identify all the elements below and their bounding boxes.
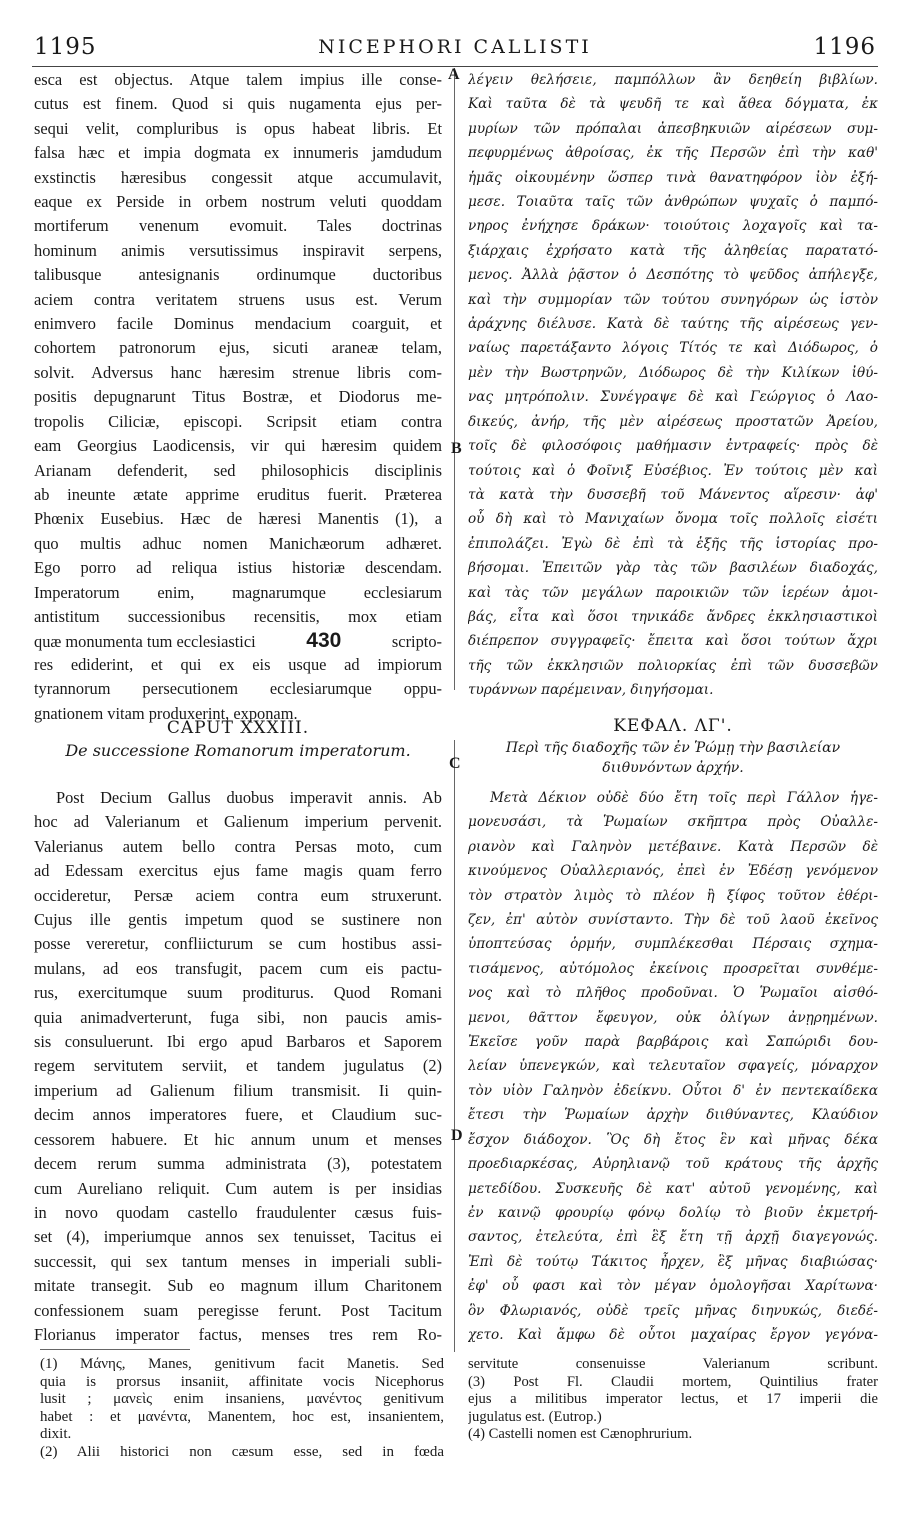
column-number: 430: [306, 629, 342, 652]
text-line: cum Aureliano reliquit. Cum autem is per insidias: [34, 1178, 442, 1198]
text-line: tropolis Ciliciæ, episcopi. Scripsit etiam contra: [34, 411, 442, 431]
text-line: antistitum successionibus recensitis, mox etiam: [34, 606, 442, 626]
text-line: talibusque antesignanis ordinumque ductoribus: [34, 265, 442, 285]
text-line: προεδιαρκέσας, Αὐρηλιανῷ τοῦ κράτους τῆς ἀρχῆς: [468, 1156, 878, 1173]
footnote-line: jugulatus est. (Eutrop.): [468, 1408, 602, 1425]
text-line: cessorem habuere. Et hic annum unum et menses: [34, 1129, 442, 1149]
footnote-line: dixit.: [40, 1426, 72, 1442]
column-divider-lower: [454, 740, 455, 1352]
footnotes-right: [468, 1356, 878, 1444]
greek-chapter-subtitle-1: Περὶ τῆς διαδοχῆς τῶν ἐν Ῥώμῃ τὴν βασιλείαν: [505, 740, 841, 756]
text-line: mulans, ad eos transfugit, pacem cum eis pactu-: [34, 958, 442, 978]
text-line: ἔτεσι τὴν Ῥωμαίων ἀρχὴν διιθύναντες, Κλαύδιον: [468, 1107, 878, 1124]
latin-chapter-column: [34, 786, 442, 1347]
text-line: tyrannorum persecutionem ecclesiarumque oppu-: [34, 679, 442, 699]
text-line: posse vereretur, confliicturum se cum hostibus assi-: [34, 934, 442, 954]
footnote-line: quia is prorsus insaniit, affinitate vocis Nicephorus: [40, 1373, 444, 1390]
margin-letter-a: A: [448, 66, 460, 83]
greek-chapter-subtitle-2: διιθυνόντων ἀρχήν.: [602, 760, 744, 776]
text-line: Valerianus autem bello contra Persas moto, cum: [34, 836, 442, 856]
latin-line-24-after: scripto-: [391, 632, 442, 651]
footnote-line: habet : et μανέντα, Manentem, hoc est, insanientem,: [40, 1408, 444, 1425]
text-line: occideretur, Persæ aciem contra eum struxerunt.: [34, 885, 442, 905]
text-line: ἡμᾶς οἰκουμένην ὥσπερ τινὰ θανατηφόρον ἰὸν ἐξή-: [468, 169, 878, 186]
text-line: Florianus imperator factus, menses tres rem Ro-: [34, 1324, 442, 1344]
text-line: ναίως παρετάξαντο λόγοις Τίτός τε καὶ Διόδωρος, ὁ: [468, 340, 878, 357]
text-line: Καὶ ταῦτα δὲ τὰ ψευδῆ τε καὶ ἄθεα δόγματα, ἐκ: [468, 96, 878, 113]
text-line: Μετὰ Δέκιον οὐδὲ δύο ἔτη τοῖς περὶ Γάλλον ἡγε-: [490, 790, 878, 806]
text-line: ὃν Φλωριανός, οὐδὲ τρεῖς μῆνας διηνυκώς, διεδέ-: [468, 1302, 878, 1319]
text-line: πεφυρμένως ἀθροίσας, ἐκ τῆς Περσῶν ἐπὶ τὴν καθ': [468, 145, 878, 162]
text-line: successit, qui sex tantum menses in imperiali subli-: [34, 1251, 442, 1271]
text-line: καὶ τὰς τῶν μεγάλων παροικιῶν τῶν ἱερέων ἀμοι-: [468, 584, 878, 601]
footnote-line: lusit ; μανεὶς enim insaniens, μανέντος genitivum: [40, 1391, 444, 1407]
text-line: enimvero facile Dominus mendacium coarguit, et: [34, 314, 442, 334]
latin-chapter-heading: [34, 716, 442, 762]
text-line: ζεν, ἐπ' αὐτὸν συνίσταντο. Τὴν δὲ τοῦ λαοῦ ἐκεῖνος: [468, 912, 878, 929]
margin-letter-d: D: [451, 1127, 463, 1144]
text-line: Post Decium Gallus duobus imperavit annis. Ab: [56, 788, 442, 807]
text-line: νας μητρόπολιν. Συνέγραψε δὲ καὶ Γεώργιος ὁ Λαο-: [468, 389, 878, 406]
text-line: ἐπιπολάζει. Ἐγὼ δὲ ἐπὶ τὰ ἑξῆς τῆς ἱστορίας προ-: [468, 535, 878, 552]
text-line: in novo quodam castello fraudulenter cæsus fuis-: [34, 1202, 442, 1222]
text-line: κινούμενος Οὐαλλεριανός, ἐπεὶ ἐν Ἐδέσῃ γενόμενον: [468, 863, 878, 880]
text-line: confessionem suam peregisse ferunt. Post Tacitum: [34, 1300, 442, 1320]
text-line: λείαν ὑπενεγκών, καὶ τελευταῖον σφαγείς, μόναρχον: [468, 1058, 878, 1075]
text-line: mortiferum venenum evomuit. Tales doctrinas: [34, 216, 442, 236]
text-line: quo multis adhuc nomen Manichæorum adhæret.: [34, 533, 442, 553]
text-line: eam Georgius Laodicensis, vir qui hæresim quidem: [34, 436, 442, 456]
footnote-line: servitute consenuisse Valerianum scribunt.: [468, 1356, 878, 1372]
text-line: ab ineunte ætate apprime eruditus fuerit. Præterea: [34, 484, 442, 504]
text-line: τυράννων παρέμειναν, διηγήσομαι.: [468, 682, 714, 699]
text-line: τισάμενος, αὐτόμολος ἐκείνοις προσρεῖται συνθέμε-: [468, 960, 878, 977]
text-line: μυρίων τῶν πρόπαλαι ἀπεσβηκυιῶν αἱρέσεων συμ-: [468, 120, 878, 137]
text-line: χετο. Καὶ ἄμφω δὲ οὗτοι μαχαίρας ἔργον γεγόνα-: [468, 1326, 878, 1343]
text-line: regem servitutem serviit, et tandem jugulatus (2): [34, 1056, 442, 1076]
text-line: exstinctis hæresibus congessit atque accumulavit,: [34, 167, 442, 187]
margin-letter-b: B: [451, 440, 462, 457]
text-line: ριανὸν καὶ Γαληνὸν μετέβαινε. Κατὰ Περσῶν δὲ: [468, 838, 878, 855]
text-line: τοῖς δὲ φιλοσόφοις μαθήμασιν ἐντραφείς· πρὸς δὲ: [468, 438, 878, 455]
margin-letter-c: C: [449, 755, 461, 772]
footnote-line: (4) Castelli nomen est Cænophrurium.: [468, 1426, 693, 1442]
text-line: eaque ex Perside in orbem nostrum veluti quoddam: [34, 192, 442, 212]
text-line: ἔσχον διάδοχον. Ὃς δὴ ἔτος ἓν καὶ μῆνας δέκα: [468, 1131, 878, 1148]
text-line: μὲν τὴν Βωστρηνῶν, Διόδωρος δὲ τὴν Κιλίκων ἰθύ-: [468, 364, 878, 381]
text-line: falsa hæc et impia dogmata ex innumeris jamdudum: [34, 143, 442, 163]
text-line: λέγειν θελήσειε, παμπόλλων ἂν δεηθείη βιβλίων.: [468, 72, 878, 88]
latin-chapter-subtitle: De successione Romanorum imperatorum.: [65, 741, 411, 760]
text-line: sequi velit, compluribus is opus habeat libris. Et: [34, 118, 442, 138]
text-line: νηρος ἐνήχησε δράκων· τοιούτοις λοχαγοῖς καὶ τα-: [468, 218, 878, 235]
greek-chapter-column: [468, 786, 878, 1347]
greek-text-column: [468, 68, 878, 703]
footnote-rule: [40, 1349, 190, 1350]
greek-chapter-heading: [468, 714, 878, 778]
page-number-right: 1196: [813, 34, 876, 60]
latin-column-number-line: [34, 629, 442, 654]
text-line: hoc ad Valerianum et Galienum imperium pervenit.: [34, 812, 442, 832]
text-line: decim annos imperatores fuere, et Claudium suc-: [34, 1105, 442, 1125]
text-line: Cujus ille gentis impetum quod se sustinere non: [34, 910, 442, 930]
text-line: σαντος, ἐτελεύτα, ἐπὶ ἓξ ἔτη τῇ ἀρχῇ διαγεγονώς.: [468, 1229, 878, 1246]
text-line: ad Edessam exercitus ejus fame magis quam ferro: [34, 861, 442, 881]
page-header: [34, 34, 876, 64]
text-line: ὑποπτεύσας ὁρμήν, συμπλέκεσθαι Πέρσαις σχημα-: [468, 936, 878, 953]
text-line: Arianam defenderit, sed philosophicis disciplinis: [34, 460, 442, 480]
text-line: τὸν υἱὸν Γαληνὸν ἐδείκνυ. Οὗτοι δ' ἐν πεντεκαίδεκα: [468, 1082, 878, 1099]
text-line: sis consuluerunt. Ibi ergo apud Barbaros et Saporem: [34, 1032, 442, 1052]
text-line: τὸν στρατὸν λιμὸς τὸ πλέον ἢ ξίφος τοῦτον ἐθέρι-: [468, 887, 878, 904]
text-line: solvit. Adversus hanc hæresim strenue libris com-: [34, 362, 442, 382]
text-line: μενοι, θᾶττον ἔφευγον, οὐκ ὀλίγων ἀνῃρημένων.: [468, 1009, 878, 1026]
text-line: μονευσάσι, τὰ Ῥωμαίων σκῆπτρα πρὸς Οὐαλλε-: [468, 814, 878, 831]
text-line: gnationem vitam produxerint, exponam.: [34, 703, 298, 723]
latin-text-column: [34, 68, 442, 629]
text-line: τὰ κατὰ τὴν δυσσεβῆ τοῦ Μάνεντος αἵρεσιν· ἀφ': [468, 486, 878, 503]
text-line: aciem contra veritatem struens usus est. Verum: [34, 289, 442, 309]
text-line: cutus est finem. Quod si quis nugamenta ejus per-: [34, 94, 442, 114]
text-line: διέπρεπον συγγραφεῖς· ἔπειτα καὶ ὅσοι τούτων ἄχρι: [468, 633, 878, 650]
text-line: esca est objectus. Atque talem impius ille conse-: [34, 70, 442, 89]
latin-chapter-title: CAPUT XXXIII.: [166, 718, 310, 738]
text-line: Phœnix Eusebius. Hæc de hæresi Manentis (1), a: [34, 509, 442, 529]
footnotes-left: [40, 1356, 444, 1461]
text-line: mitate transegit. Sub eo magnum illum Charitonem: [34, 1276, 442, 1296]
text-line: ξιάρχαις ἐχρήσατο κατὰ τῆς ἀληθείας παρατατό-: [468, 242, 878, 259]
text-line: βήσομαι. Ἐπειτῶν γὰρ τὰς τῶν βασιλέων διαδοχάς,: [468, 560, 878, 577]
text-line: Ego porro ad reliqua istius historiæ descendam.: [34, 558, 442, 578]
text-line: μετεδίδου. Συσκευῆς δὲ κατ' αὐτοῦ γενομένης, καὶ: [468, 1180, 878, 1197]
text-line: set (4), imperiumque annos sex tenuisset, Tacitus ei: [34, 1227, 442, 1247]
text-line: οὗ δὴ καὶ τὸ Μανιχαίων ὄνομα τοῖς πολλοῖς εἰσέτι: [468, 511, 878, 528]
text-line: cohortem patronorum ejus, sicuti araneæ telam,: [34, 338, 442, 358]
footnote-line: ejus a militibus imperator lectus, et 17 imperii die: [468, 1391, 878, 1407]
greek-chapter-title: ΚΕΦΑΛ. ΛΓ'.: [613, 716, 733, 736]
running-title: NICEPHORI CALLISTI: [318, 36, 592, 58]
text-line: βάς, εἶτα καὶ ὅσοι τηνικάδε ἄνδρες ἐκκλησιαστικοὶ: [468, 608, 878, 625]
text-line: ἐφ' οὗ φασι καὶ τὸν μέγαν ὁμολογῆσαι Χαρίτωνα·: [468, 1278, 878, 1295]
text-line: imperium ad Galienum filium transmisit. Ii quin-: [34, 1080, 442, 1100]
text-line: Ἐκεῖσε γοῦν παρὰ βαρβάροις καὶ Σαπώριδι δου-: [468, 1034, 878, 1051]
text-line: μεσε. Τοιαῦτα ταῖς τῶν ἀνθρώπων ψυχαῖς ὁ παμπό-: [468, 194, 878, 211]
text-line: νος καὶ τὸ πλῆθος προδοῦναι. Ὁ Ῥωμαῖοι αἰσθό-: [468, 985, 878, 1002]
text-line: τῆς τῶν ἐκκλησιῶν πολιορκίας ἐπὶ τῶν δυσσεβῶν: [468, 657, 878, 674]
footnote-line: (3) Post Fl. Claudii mortem, Quintilius frater: [468, 1373, 878, 1390]
latin-line-24-before: quæ monumenta tum ecclesiastici: [34, 632, 256, 651]
text-line: Imperatorum enim, magnarumque ecclesiarum: [34, 582, 442, 602]
footnote-line: (2) Alii historici non cæsum esse, sed in fœda: [40, 1443, 444, 1460]
text-line: μενος. Ἀλλὰ ῥᾷστον ὁ Δεσπότης τὸ ψεῦδος ἀπήλεγξε,: [468, 267, 878, 284]
text-line: positis depugnarunt Titus Bostræ, et Diodorus me-: [34, 387, 442, 407]
text-line: ἐν καινῷ φρουρίῳ φόνῳ δολίῳ τὸ βιοῦν ἐκμετρή-: [468, 1204, 878, 1221]
text-line: Ἐπὶ δὲ τούτῳ Τάκιτος ἦρχεν, ἓξ μῆνας διαβιώσας·: [468, 1253, 878, 1270]
text-line: ἀράχνης διέλυσε. Κατὰ δὲ ταύτης τῆς αἱρέσεως γεν-: [468, 316, 878, 333]
text-line: res ediderint, et qui ex eis usque ad impiorum: [34, 655, 442, 674]
page-number-left: 1195: [34, 34, 97, 60]
text-line: τούτοις καὶ ὁ Φοῖνιξ Εὐσέβιος. Ἐν τούτοις μὲν καὶ: [468, 462, 878, 479]
text-line: quia animadverterunt, fuga sibi, non paucis amis-: [34, 1007, 442, 1027]
text-line: hominum animis versutissimus inspiravit serpens,: [34, 240, 442, 260]
footnote-line: (1) Μάνης, Manes, genitivum facit Manetis. Sed: [40, 1356, 444, 1372]
text-line: rus, exercitumque suum proditurus. Quod Romani: [34, 983, 442, 1003]
column-divider-upper: [454, 68, 455, 690]
text-line: καὶ τὴν συμμορίαν τῶν τούτου συνηγόρων ὡς ἱστὸν: [468, 291, 878, 308]
text-line: decem rerum summa administrata (3), potestatem: [34, 1154, 442, 1174]
text-line: δικεύς, ἀνήρ, τῆς μὲν αἱρέσεως προστατῶν Ἀρείου,: [468, 413, 878, 430]
